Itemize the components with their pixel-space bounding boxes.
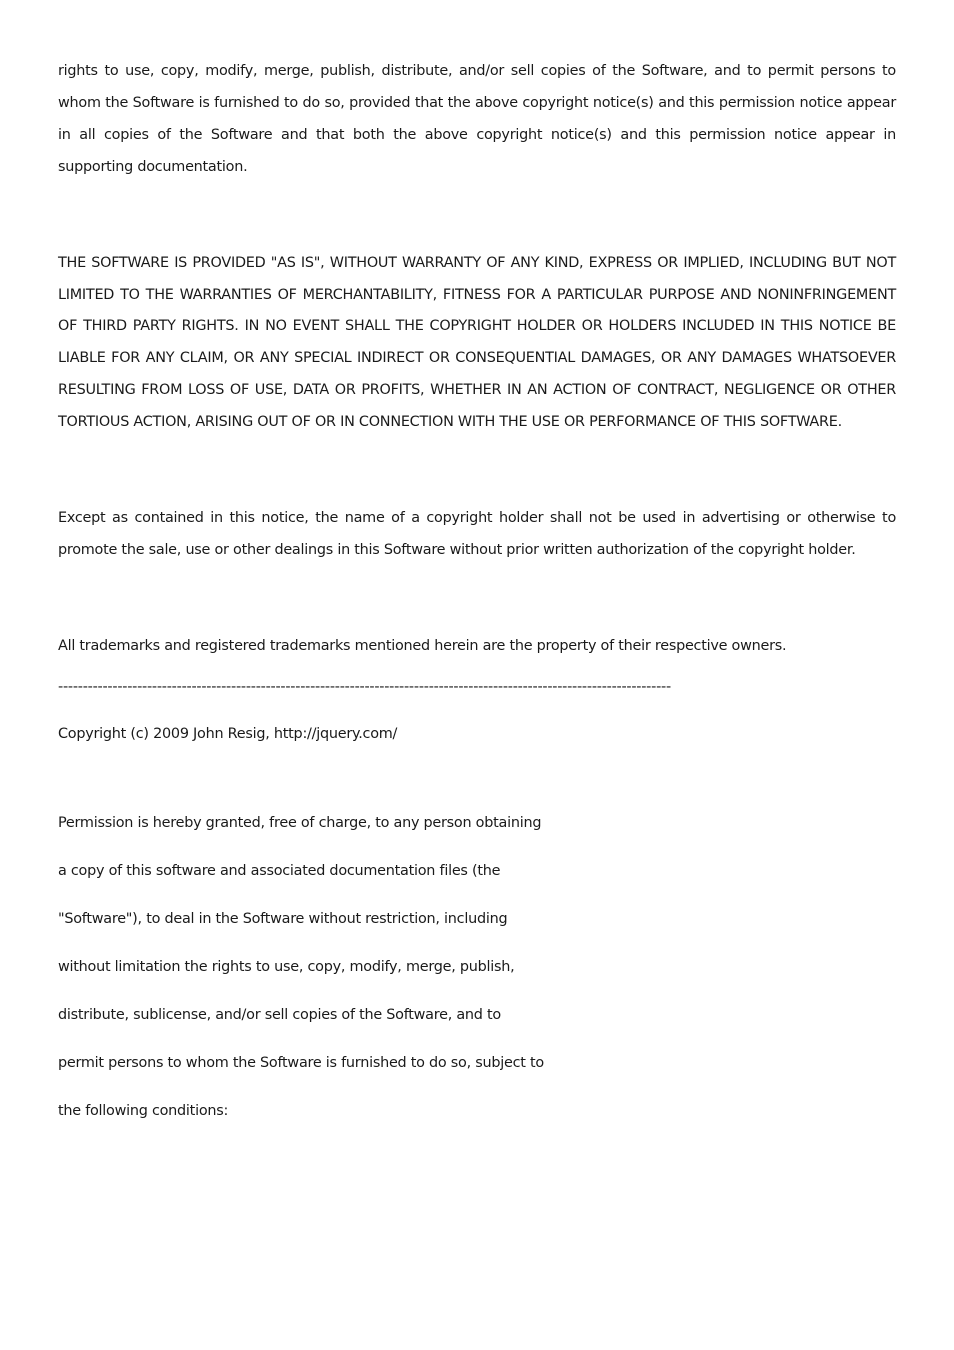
mit-permission-block [58,799,896,1135]
license-paragraph-warranty-disclaimer: THE SOFTWARE IS PROVIDED "AS IS", WITHOUT WARRANTY OF ANY KIND, EXPRESS OR IMPLIED, INCLUDING BUT NOT LIMITED TO THE WARRANTIES OF MERCHANTABILITY, FITNESS FOR A PARTICULAR PURPOSE AND NONINFRINGEMENT OF THIRD PARTY RIGHTS. IN NO EVENT SHALL THE COPYRIGHT HOLDER OR HOLDERS INCLUDED IN THIS NOTICE BE LIABLE FOR ANY CLAIM, OR ANY SPECIAL INDIRECT OR CONSEQUENTIAL DAMAGES, OR ANY DAMAGES WHATSOEVER RESULTING FROM LOSS OF USE, DATA OR PROFITS, WHETHER IN AN ACTION OF CONTRACT, NEGLIGENCE OR OTHER TORTIOUS ACTION, ARISING OUT OF OR IN CONNECTION WITH THE USE OR PERFORMANCE OF THIS SOFTWARE. [58,254,896,431]
permission-line: Permission is hereby granted, free of charge, to any person obtaining [58,814,542,831]
permission-line: the following conditions: [58,1102,229,1119]
separator-spacer [58,695,896,719]
paragraph-spacer [58,184,896,248]
permission-line: "Software"), to deal in the Software without restriction, including [58,910,508,927]
permission-line: without limitation the rights to use, copy, modify, merge, publish, [58,958,515,975]
permission-line: distribute, sublicense, and/or sell copies of the Software, and to [58,1006,501,1023]
separator-spacer [58,663,896,679]
document-page [58,56,896,1135]
permission-line: a copy of this software and associated documentation files (the [58,862,501,879]
license-paragraph-advertising-clause: Except as contained in this notice, the name of a copyright holder shall not be used in advertising or otherwise to promote the sale, use or other dealings in this Software without prior written authorization of the copyright holder. [58,510,896,558]
trademarks-notice: All trademarks and registered trademarks mentioned herein are the property of their respective owners. [58,637,787,654]
paragraph-spacer [58,567,896,631]
separator-dashes: ---------------------------------------------------------------------------------------------------------------------------- [58,678,671,695]
copyright-line: Copyright (c) 2009 John Resig, http://jquery.com/ [58,725,398,742]
paragraph-spacer [58,439,896,503]
permission-line: permit persons to whom the Software is furnished to do so, subject to [58,1054,544,1071]
license-paragraph-permission-notice: rights to use, copy, modify, merge, publish, distribute, and/or sell copies of the Software, and to permit persons to whom the Software is furnished to do so, provided that the above copyright notice(s) and this permission notice appear in all copies of the Software and that both the above copyright notice(s) and this permission notice appear in supporting documentation. [58,63,896,175]
